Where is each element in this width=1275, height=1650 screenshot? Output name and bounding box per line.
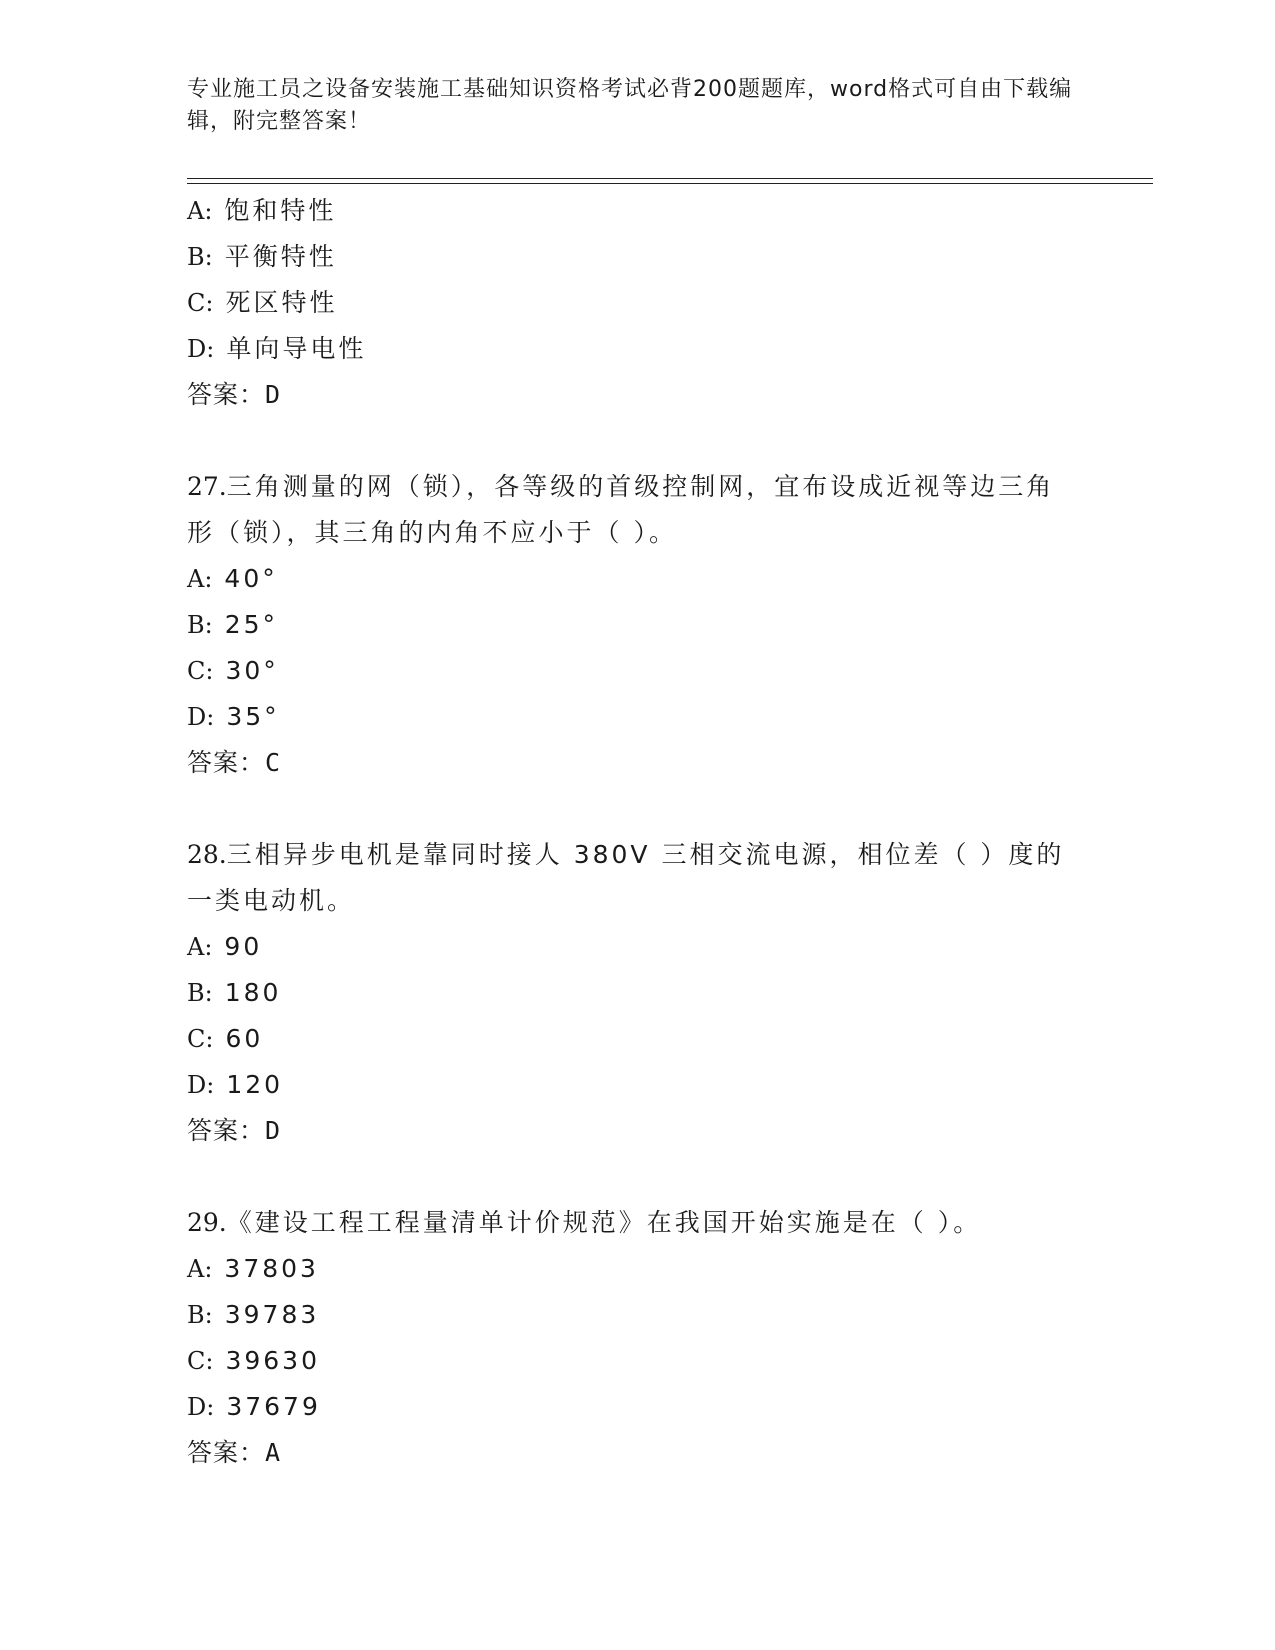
option-b: B: 39783 xyxy=(187,1300,320,1329)
question-stem: 28.三相异步电机是靠同时接人 380V 三相交流电源，相位差（ ）度的一类电动机。 xyxy=(187,840,1065,915)
option-d: D: 35° xyxy=(187,702,280,731)
option-d: D: 120 xyxy=(187,1070,284,1099)
answer-line: 答案：D xyxy=(187,1116,282,1145)
option-a: A: 饱和特性 xyxy=(187,196,337,225)
question-stem: 27.三角测量的网（锁），各等级的首级控制网，宜布设成近视等边三角形（锁），其三角的内角不应小于（ ）。 xyxy=(187,472,1055,547)
option-b: B: 180 xyxy=(187,978,282,1007)
option-b: B: 25° xyxy=(187,610,279,639)
answer-line: 答案：A xyxy=(187,1438,282,1467)
question-stem: 29.《建设工程工程量清单计价规范》在我国开始实施是在（ ）。 xyxy=(187,1208,982,1237)
option-c: C: 死区特性 xyxy=(187,288,338,317)
question-27 xyxy=(187,464,1087,786)
option-c: C: 30° xyxy=(187,656,279,685)
option-d: D: 单向导电性 xyxy=(187,334,367,363)
question-29 xyxy=(187,1200,1087,1476)
question-content xyxy=(187,188,1087,1476)
option-c: C: 39630 xyxy=(187,1346,320,1375)
question-28 xyxy=(187,832,1087,1154)
option-a: A: 90 xyxy=(187,932,263,961)
document-header: 专业施工员之设备安装施工基础知识资格考试必背200题题库，word格式可自由下载编辑，附完整答案！ xyxy=(187,77,1073,134)
answer-line: 答案：D xyxy=(187,380,282,409)
option-a: A: 37803 xyxy=(187,1254,319,1283)
option-a: A: 40° xyxy=(187,564,278,593)
header-rule-top xyxy=(187,178,1153,179)
option-b: B: 平衡特性 xyxy=(187,242,337,271)
answer-line: 答案：C xyxy=(187,748,282,777)
option-c: C: 60 xyxy=(187,1024,264,1053)
option-d: D: 37679 xyxy=(187,1392,321,1421)
header-rule-bottom xyxy=(187,183,1153,184)
prev-question-block xyxy=(187,188,1087,418)
